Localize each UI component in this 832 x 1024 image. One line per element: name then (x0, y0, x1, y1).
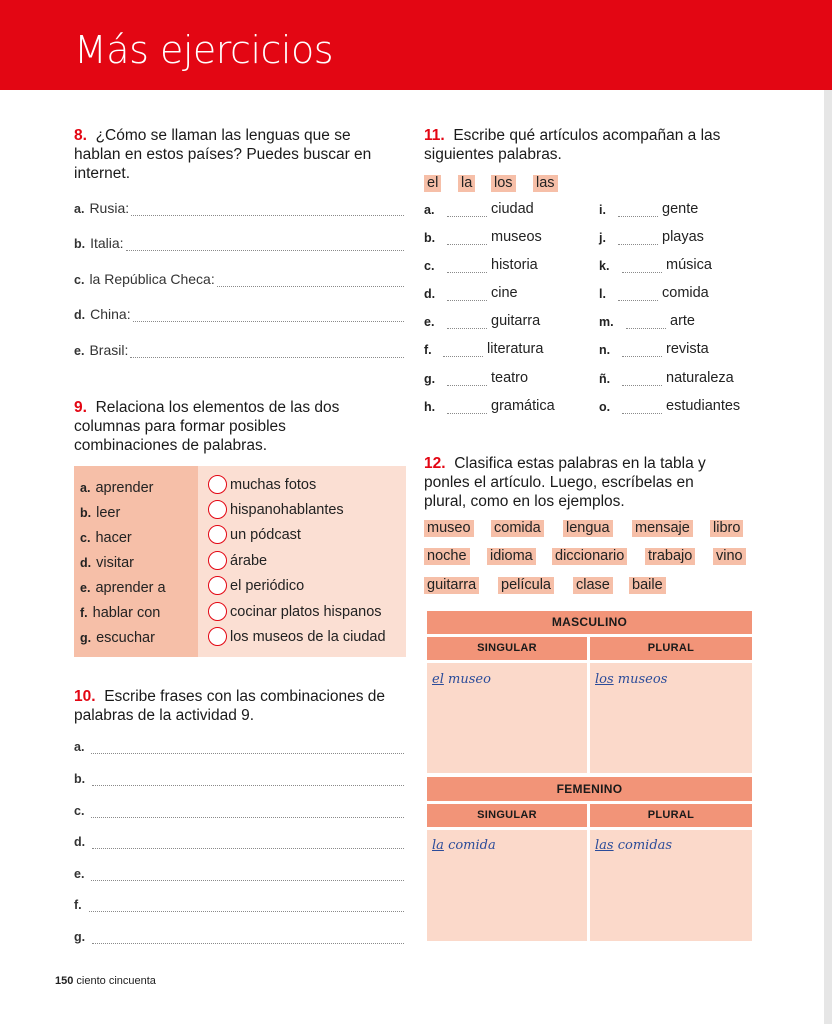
q11-item: f. literatura (424, 341, 544, 357)
answer-line[interactable] (447, 402, 487, 414)
q11-text: Escribe qué artículos acompañan a las siguientes palabras. (424, 127, 721, 163)
q8-number: 8. (74, 127, 87, 144)
answer-line[interactable] (618, 289, 658, 301)
answer-line[interactable] (447, 261, 487, 273)
q12-number: 12. (424, 455, 446, 472)
q12-text: Clasifica estas palabras en la tabla y ponles el artículo. Luego, escríbelas en plural, como en los ejemplos. (424, 455, 706, 510)
page-edge (824, 90, 832, 1024)
q9-right-item: hispanohablantes (208, 500, 344, 519)
q9-left-item: g. escuchar (80, 630, 155, 646)
q9-right-item: muchas fotos (208, 475, 316, 494)
q11-item: ñ. naturaleza (599, 370, 734, 386)
answer-line[interactable] (92, 774, 404, 786)
word-tag: museo (424, 520, 474, 537)
answer-circle-icon[interactable] (208, 475, 227, 494)
answer-circle-icon[interactable] (208, 627, 227, 646)
q10-line-f: f. (74, 898, 404, 912)
answer-line[interactable] (622, 402, 662, 414)
q11-item: e. guitarra (424, 313, 541, 329)
q9-title (74, 398, 364, 455)
handwritten-example: los museos (595, 672, 668, 687)
word-tag: libro (710, 520, 743, 537)
answer-line[interactable] (618, 233, 658, 245)
page-number-words: ciento cincuenta (76, 975, 156, 987)
word-tag: baile (629, 577, 666, 594)
handwritten-example: el museo (432, 672, 491, 687)
q8-item-c: c. la República Checa: (74, 271, 404, 287)
answer-circle-icon[interactable] (208, 525, 227, 544)
word-tag: mensaje (632, 520, 693, 537)
answer-line[interactable] (131, 204, 404, 216)
answer-line[interactable] (622, 345, 662, 357)
answer-line[interactable] (217, 275, 404, 287)
q9-left-item: e. aprender a (80, 580, 166, 596)
answer-line[interactable] (622, 261, 662, 273)
q11-item: m. arte (599, 313, 695, 329)
q11-item: g. teatro (424, 370, 529, 386)
table-header-plural: PLURAL (590, 637, 752, 660)
q9-left-item: a. aprender (80, 480, 154, 496)
q9-right-item: un pódcast (208, 525, 301, 544)
page-footer (55, 975, 156, 987)
word-tag: guitarra (424, 577, 479, 594)
answer-line[interactable] (91, 869, 404, 881)
answer-line[interactable] (447, 374, 487, 386)
article-tag: las (533, 175, 558, 192)
answer-line[interactable] (618, 205, 658, 217)
q10-line-b: b. (74, 772, 404, 786)
handwritten-example: la comida (432, 838, 496, 853)
answer-circle-icon[interactable] (208, 500, 227, 519)
table-header-plural: PLURAL (590, 804, 752, 827)
q10-title (74, 687, 404, 725)
q10-line-d: d. (74, 835, 404, 849)
article-tag: el (424, 175, 441, 192)
q8-item-a: a. Rusia: (74, 200, 404, 216)
table-header-femenino: FEMENINO (427, 777, 752, 801)
q11-item: j. playas (599, 229, 704, 245)
q9-left-item: d. visitar (80, 555, 134, 571)
answer-line[interactable] (91, 742, 404, 754)
word-tag: noche (424, 548, 470, 565)
answer-line[interactable] (133, 310, 404, 322)
answer-line[interactable] (126, 239, 404, 251)
answer-line[interactable] (622, 374, 662, 386)
q9-matching-box (74, 466, 406, 657)
answer-line[interactable] (92, 932, 404, 944)
q11-item: o. estudiantes (599, 398, 741, 414)
q11-item: k. música (599, 257, 712, 273)
article-tag: la (458, 175, 475, 192)
q10-line-c: c. (74, 804, 404, 818)
answer-line[interactable] (447, 289, 487, 301)
answer-line[interactable] (626, 317, 666, 329)
q11-item: h. gramática (424, 398, 555, 414)
q10-line-a: a. (74, 740, 404, 754)
q11-item: c. historia (424, 257, 538, 273)
answer-line[interactable] (447, 205, 487, 217)
table-header-masculino: MASCULINO (427, 611, 752, 634)
q8-item-d: d. China: (74, 306, 404, 322)
q11-item: i. gente (599, 201, 699, 217)
answer-line[interactable] (89, 900, 404, 912)
q8-title (74, 126, 394, 183)
q11-item: n. revista (599, 341, 709, 357)
q11-item: d. cine (424, 285, 518, 301)
answer-line[interactable] (91, 806, 404, 818)
answer-circle-icon[interactable] (208, 602, 227, 621)
header-bar (0, 0, 832, 90)
word-tag: idioma (487, 548, 536, 565)
q9-number: 9. (74, 399, 87, 416)
q11-item: b. museos (424, 229, 542, 245)
q9-left-item: b. leer (80, 505, 121, 521)
word-tag: lengua (563, 520, 613, 537)
answer-line[interactable] (443, 345, 483, 357)
answer-line[interactable] (92, 837, 404, 849)
page-number: 150 (55, 975, 74, 987)
q9-right-item: cocinar platos hispanos (208, 602, 382, 621)
word-tag: diccionario (552, 548, 627, 565)
word-tag: comida (491, 520, 544, 537)
q10-number: 10. (74, 688, 96, 705)
q9-left-item: c. hacer (80, 530, 132, 546)
answer-circle-icon[interactable] (208, 551, 227, 570)
article-tag: los (491, 175, 516, 192)
table-header-singular: SINGULAR (427, 637, 587, 660)
q8-text: ¿Cómo se llaman las lenguas que se hablan en estos países? Puedes buscar en internet. (74, 127, 372, 182)
q11-item: a. ciudad (424, 201, 534, 217)
page-title: Más ejercicios (74, 28, 333, 72)
q8-item-e: e. Brasil: (74, 342, 404, 358)
q10-line-e: e. (74, 867, 404, 881)
answer-line[interactable] (447, 317, 487, 329)
word-tag: clase (573, 577, 613, 594)
word-tag: trabajo (645, 548, 695, 565)
q9-right-item: árabe (208, 551, 267, 570)
answer-circle-icon[interactable] (208, 576, 227, 595)
word-tag: película (498, 577, 554, 594)
word-tag: vino (713, 548, 746, 565)
handwritten-example: las comidas (595, 838, 673, 853)
q9-text: Relaciona los elementos de las dos columnas para formar posibles combinaciones de palabras. (74, 399, 340, 454)
q10-line-g: g. (74, 930, 404, 944)
q9-right-item: los museos de la ciudad (208, 627, 386, 646)
table-header-singular: SINGULAR (427, 804, 587, 827)
q10-text: Escribe frases con las combinaciones de palabras de la actividad 9. (74, 688, 386, 724)
q9-left-item: f. hablar con (80, 605, 161, 621)
q11-item: l. comida (599, 285, 709, 301)
q9-right-item: el periódico (208, 576, 304, 595)
q11-title (424, 126, 754, 164)
q11-number: 11. (424, 127, 445, 144)
answer-line[interactable] (130, 346, 404, 358)
answer-line[interactable] (447, 233, 487, 245)
q12-title (424, 454, 734, 511)
q8-item-b: b. Italia: (74, 235, 404, 251)
